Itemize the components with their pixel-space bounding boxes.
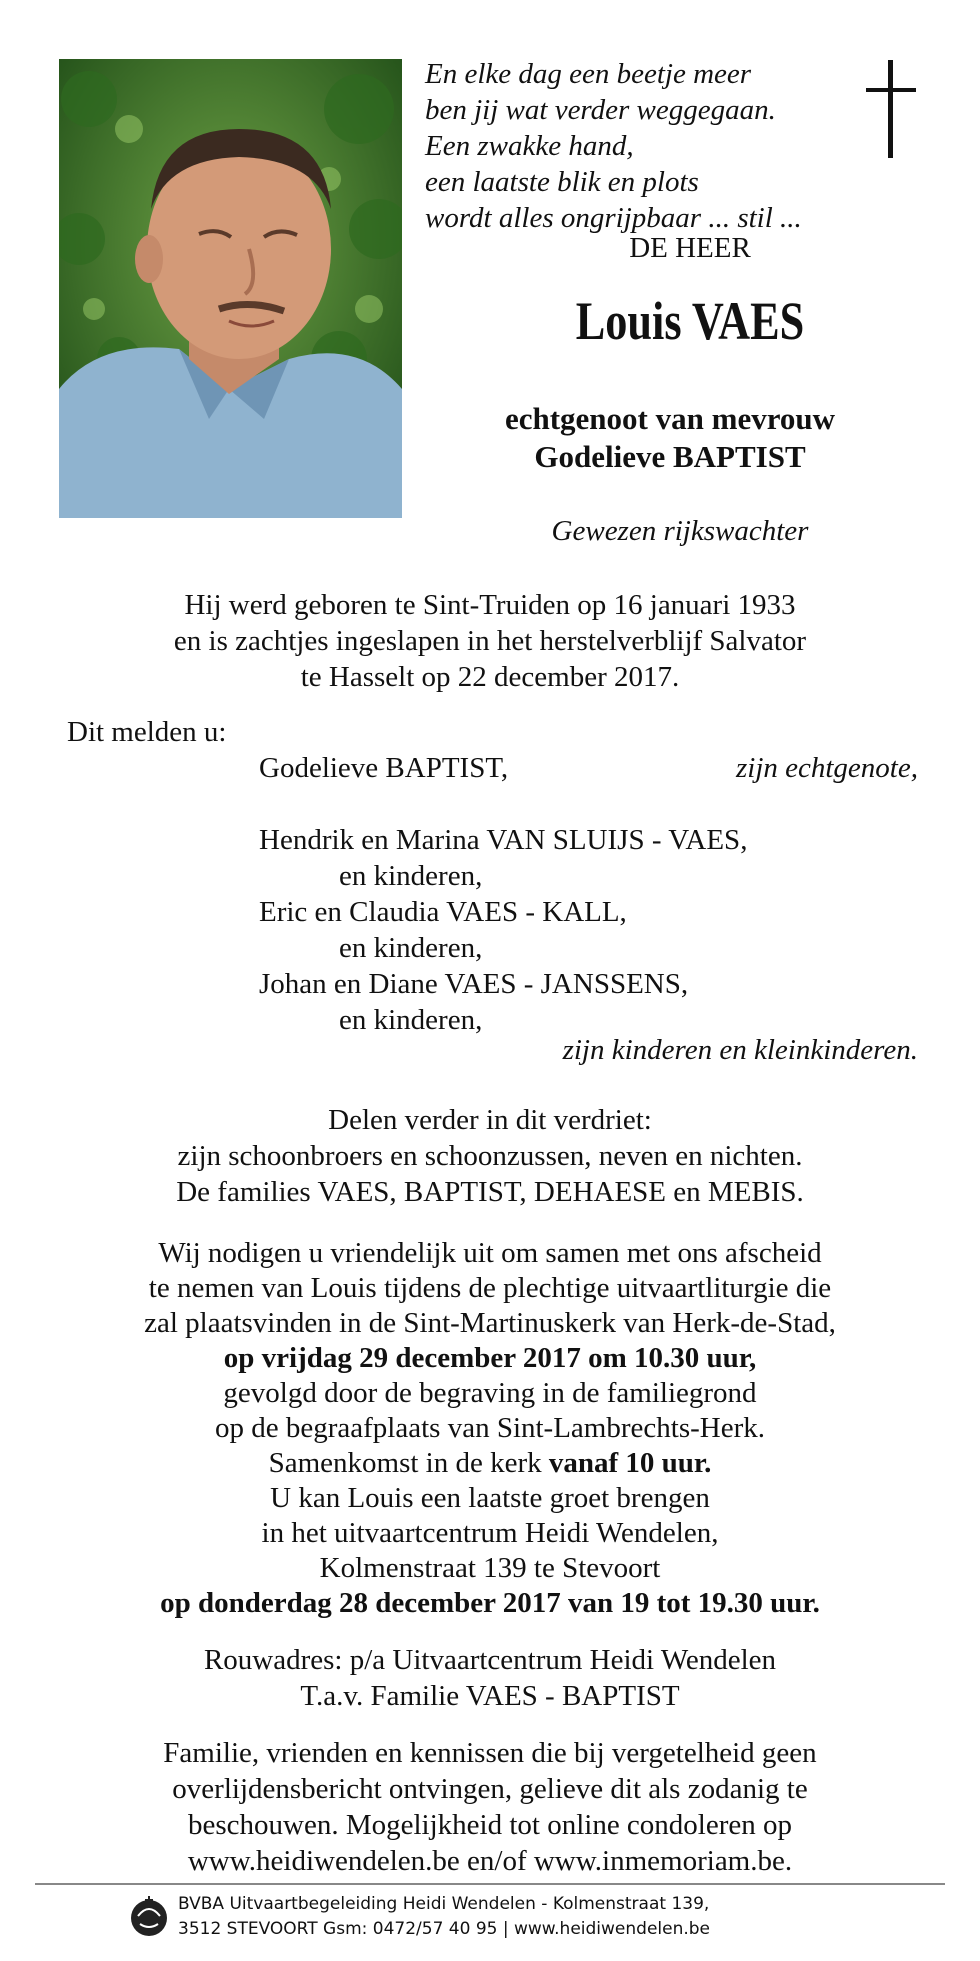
text-line: op vrijdag 29 december 2017 om 10.30 uur, bbox=[223, 1342, 757, 1374]
text-span: Samenkomst in de kerk bbox=[268, 1447, 549, 1479]
child-line: en kinderen, bbox=[339, 1004, 483, 1036]
text-line: te nemen van Louis tijdens de plechtige uitvaartliturgie die bbox=[148, 1272, 832, 1304]
footer-line: 3512 STEVOORT Gsm: 0472/57 40 95 | www.heidiwendelen.be bbox=[178, 1919, 711, 1939]
cross-icon bbox=[866, 60, 916, 160]
spouse-role: zijn echtgenote, bbox=[735, 752, 918, 784]
poem-line: En elke dag een beetje meer bbox=[425, 58, 752, 90]
text-line: Familie, vrienden en kennissen die bij vergetelheid geen bbox=[163, 1737, 817, 1769]
child-line: Johan en Diane VAES - JANSSENS, bbox=[259, 968, 689, 1000]
children-list bbox=[259, 822, 747, 1038]
spouse-name: Godelieve BAPTIST, bbox=[259, 752, 509, 784]
child-line: Hendrik en Marina VAN SLUIJS - VAES, bbox=[259, 824, 748, 856]
children-role: zijn kinderen en kleinkinderen. bbox=[562, 1034, 918, 1066]
text-line: Wij nodigen u vriendelijk uit om samen met ons afscheid bbox=[158, 1237, 822, 1269]
text-span-bold: vanaf 10 uur. bbox=[548, 1447, 712, 1479]
announce-intro: Dit melden u: bbox=[67, 716, 227, 748]
occupation: Gewezen rijkswachter bbox=[551, 515, 809, 547]
text-line: beschouwen. Mogelijkheid tot online condoleren op bbox=[187, 1809, 793, 1841]
text-line: overlijdensbericht ontvingen, gelieve dit als zodanig te bbox=[172, 1773, 808, 1805]
child-line: en kinderen, bbox=[339, 932, 483, 964]
text-line: www.heidiwendelen.be en/of www.inmemoriam.be. bbox=[187, 1845, 793, 1877]
address-paragraph bbox=[0, 1642, 980, 1714]
text-line: De families VAES, BAPTIST, DEHAESE en MEBIS. bbox=[176, 1176, 804, 1208]
child-line: en kinderen, bbox=[339, 860, 483, 892]
child-line: Eric en Claudia VAES - KALL, bbox=[259, 896, 627, 928]
text-line: U kan Louis een laatste groet brengen bbox=[270, 1482, 710, 1514]
invite-paragraph bbox=[0, 1236, 980, 1621]
text-line: in het uitvaartcentrum Heidi Wendelen, bbox=[261, 1517, 719, 1549]
footer-divider bbox=[35, 1883, 945, 1885]
portrait-photo bbox=[59, 59, 402, 518]
poem-line: ben jij wat verder weggegaan. bbox=[425, 94, 776, 126]
footer-text bbox=[178, 1892, 710, 1942]
text-line: gevolgd door de begraving in de familiegrond bbox=[223, 1377, 757, 1409]
text-line: Delen verder in dit verdriet: bbox=[328, 1104, 652, 1136]
poem-line: wordt alles ongrijpbaar ... stil ... bbox=[425, 202, 802, 234]
birth-paragraph bbox=[0, 587, 980, 695]
text-line bbox=[0, 1446, 980, 1481]
text-line: Hij werd geboren te Sint-Truiden op 16 januari 1933 bbox=[184, 589, 796, 621]
poem bbox=[425, 56, 802, 236]
footer-line: BVBA Uitvaartbegeleiding Heidi Wendelen - Kolmenstraat 139, bbox=[178, 1894, 710, 1914]
text-line: en is zachtjes ingeslapen in het herstelverblijf Salvator bbox=[173, 625, 807, 657]
text-line: op de begraafplaats van Sint-Lambrechts-Herk. bbox=[215, 1412, 765, 1444]
text-line: Kolmenstraat 139 te Stevoort bbox=[319, 1552, 661, 1584]
text-line: zal plaatsvinden in de Sint-Martinuskerk van Herk-de-Stad, bbox=[144, 1307, 836, 1339]
spouse-line: Godelieve BAPTIST bbox=[534, 439, 806, 474]
spouse-line: echtgenoot van mevrouw bbox=[504, 401, 836, 436]
poem-line: een laatste blik en plots bbox=[425, 166, 699, 198]
title-prefix: DE HEER bbox=[629, 232, 751, 264]
notice-paragraph bbox=[0, 1735, 980, 1879]
text-line: te Hasselt op 22 december 2017. bbox=[300, 661, 680, 693]
text-line: zijn schoonbroers en schoonzussen, neven en nichten. bbox=[177, 1140, 803, 1172]
text-line: Rouwadres: p/a Uitvaartcentrum Heidi Wendelen bbox=[203, 1644, 777, 1676]
deceased-name: Louis VAES bbox=[575, 291, 805, 351]
share-paragraph bbox=[0, 1102, 980, 1210]
text-line: T.a.v. Familie VAES - BAPTIST bbox=[300, 1680, 680, 1712]
poem-line: Een zwakke hand, bbox=[425, 130, 634, 162]
funeral-home-logo-icon bbox=[126, 1892, 172, 1942]
text-line: op donderdag 28 december 2017 van 19 tot 19.30 uur. bbox=[160, 1587, 820, 1619]
